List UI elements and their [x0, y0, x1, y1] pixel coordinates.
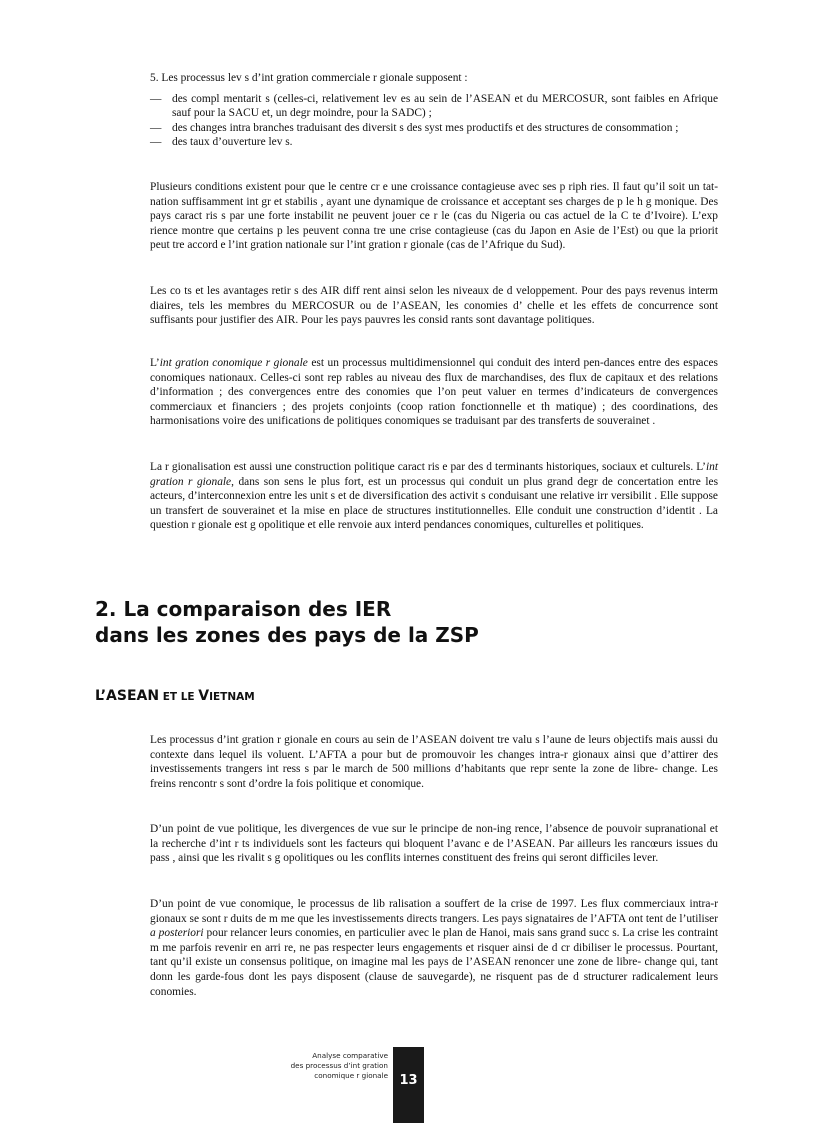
paragraph-text: Plusieurs conditions existent pour que le centre cr e une croissance contagieuse avec ses p riph ries. Il faut qu’il soit un tat-nation suffisamment int gr et stabilis , ayant une dynamique de croissance et acceptant ses charges de p le h g monique. Des pays caract ris s par une forte instabilit ne peuvent jouer ce r le (cas du Nigeria ou cas actuel de la C te d’Ivoire). L’exp rience montre que certains p les peuvent conna tre une crise contagieuse (cas du Japon en Asie de l’Est) ou que la priorit peut tre accord e l’int gration nationale sur l’int gration r gionale (cas de l’Afrique du Sud).	[150, 181, 718, 252]
list-item: — des taux d’ouverture lev s.	[150, 135, 718, 150]
list-item: — des changes intra branches traduisant des diversit s des syst mes productifs et des structures de consommation ;	[150, 121, 718, 136]
text-run: D’un point de vue conomique, le processus de lib ralisation a souffert de la crise de 1997. Les flux commerciaux intra-r gionaux se sont r duits de m me que les investissements directs trangers. Les pays signataires de l’AFTA ont tent de l’utiliser	[150, 898, 718, 925]
subsection-title-part: IETNAM	[209, 691, 255, 703]
list-intro: 5. Les processus lev s d’int gration commerciale r gionale supposent :	[150, 72, 468, 84]
subsection-title	[95, 688, 255, 704]
paragraph-regionalisation	[150, 460, 718, 533]
italic-term: int gration r gionale	[150, 461, 718, 488]
paragraph-political	[150, 822, 718, 866]
conditions-list	[150, 92, 718, 150]
subsection-title-part: ET LE	[159, 691, 199, 703]
paragraph-asean-intro	[150, 733, 718, 791]
subsection-title-part: V	[198, 688, 210, 704]
page-number-tab	[393, 1047, 424, 1123]
paragraph-text	[150, 897, 718, 999]
paragraph-text	[150, 460, 718, 533]
section-title-line: dans les zones des pays de la ZSP	[95, 623, 479, 647]
paragraph-text	[150, 356, 718, 429]
paragraph-growth-centre	[150, 180, 718, 253]
paragraph-economic	[150, 897, 718, 999]
section-title-line: 2. La comparaison des IER	[95, 597, 392, 621]
list-item: — des compl mentarit s (celles-ci, relativement lev es au sein de l’ASEAN et du MERCOSUR, sont faibles en Afrique sauf pour la SACU et, un degr moindre, pour la SADC) ;	[150, 92, 718, 121]
text-run: La r gionalisation est aussi une construction politique caract ris e par des d terminants historiques, sociaux et culturels. L’	[150, 461, 706, 473]
page-number: 13	[399, 1073, 418, 1088]
running-footer	[260, 1051, 388, 1081]
italic-term: int gration conomique r gionale	[159, 357, 308, 369]
text-run: , dans son sens le plus fort, est un processus qui conduit un plus grand degr de concertation entre les acteurs, d’interconnexion entre les unit s et de diversification des activit s conduisant une relative irr versibilit . Elle suppose un transfert de souverainet et la mise en place de structures institutionnelles. Elle conduit une construction d’identit . La question r gionale est g opolitique et elle renvoie aux interd pendances conomiques, culturelles et politiques.	[150, 475, 718, 532]
subsection-title-part: L’ASEAN	[95, 688, 160, 704]
paragraph-costs	[150, 284, 718, 328]
italic-term: a posteriori	[150, 927, 204, 940]
text-run: pour relancer leurs conomies, en particulier avec le plan de Hanoi, mais sans grand succ s. La crise les contraint m me parfois revenir en arri re, ne pas respecter leurs engagements et risquer ainsi de d cr dibiliser le processus. Pourtant, tant qu’il existe un consensus politique, on imagine mal les pays de l’ASEAN renoncer une zone de libre- change qui, tant donn les garde-fous dont les pays disposent (clause de sauvegarde), ne risquent pas de d structurer radicalement leurs conomies.	[150, 927, 718, 998]
footer-line: conomique r gionale	[314, 1071, 388, 1080]
footer-line: des processus d’int gration	[290, 1061, 388, 1070]
paragraph-text: Les co ts et les avantages retir s des AIR diff rent ainsi selon les niveaux de d veloppement. Pour des pays revenus interm diaires, tels les membres du MERCOSUR ou de l’ASEAN, les conomies d’ chelle et les effets de concurrence sont suffisants pour justifier des AIR. Pour les pays pauvres les consid rants sont davantage politiques.	[150, 285, 718, 327]
text-run: L’	[150, 357, 160, 369]
paragraph-text: D’un point de vue politique, les divergences de vue sur le principe de non-ing rence, l’absence de pouvoir supranational et la recherche d’int r ts individuels sont les facteurs qui bloquent l’avanc e de l’ASEAN. Par ailleurs les rancœurs issues du pass , ainsi que les rivalit s g opolitiques ou les conflits internes constituent des freins qui seront difficiles lever.	[150, 823, 718, 865]
paragraph-text: Les processus d’int gration r gionale en cours au sein de l’ASEAN doivent tre valu s l’aune de leurs objectifs mais aussi du contexte dans lequel ils voluent. L’AFTA a pour but de promouvoir les changes intra-r gionaux ainsi que d’attirer des investissements trangers int ress s par le march de 500 millions d’habitants que repr sente la zone de libre- change. Les freins rencontr s sont d’ordre la fois politique et conomique.	[150, 734, 718, 790]
section-title	[95, 596, 695, 648]
paragraph-economic-integration	[150, 356, 718, 429]
list-intro-block	[150, 71, 718, 150]
text-run: est un processus multidimensionnel qui conduit des interd pen-dances entre des espaces conomiques nationaux. Celles-ci sont rep rables au niveau des flux de marchandises, des flux de capitaux et des relations d’information ; des convergences entre des conomies que l’on peut valuer en termes d’indicateurs de convergences commerciaux et financiers ; des projets conjoints (coop ration fonctionnelle et th matique) ; des coordinations, des harmonisations voire des unifications de politiques conomiques se traduisant par des transferts de souverainet .	[150, 357, 718, 428]
footer-line: Analyse comparative	[312, 1051, 388, 1060]
